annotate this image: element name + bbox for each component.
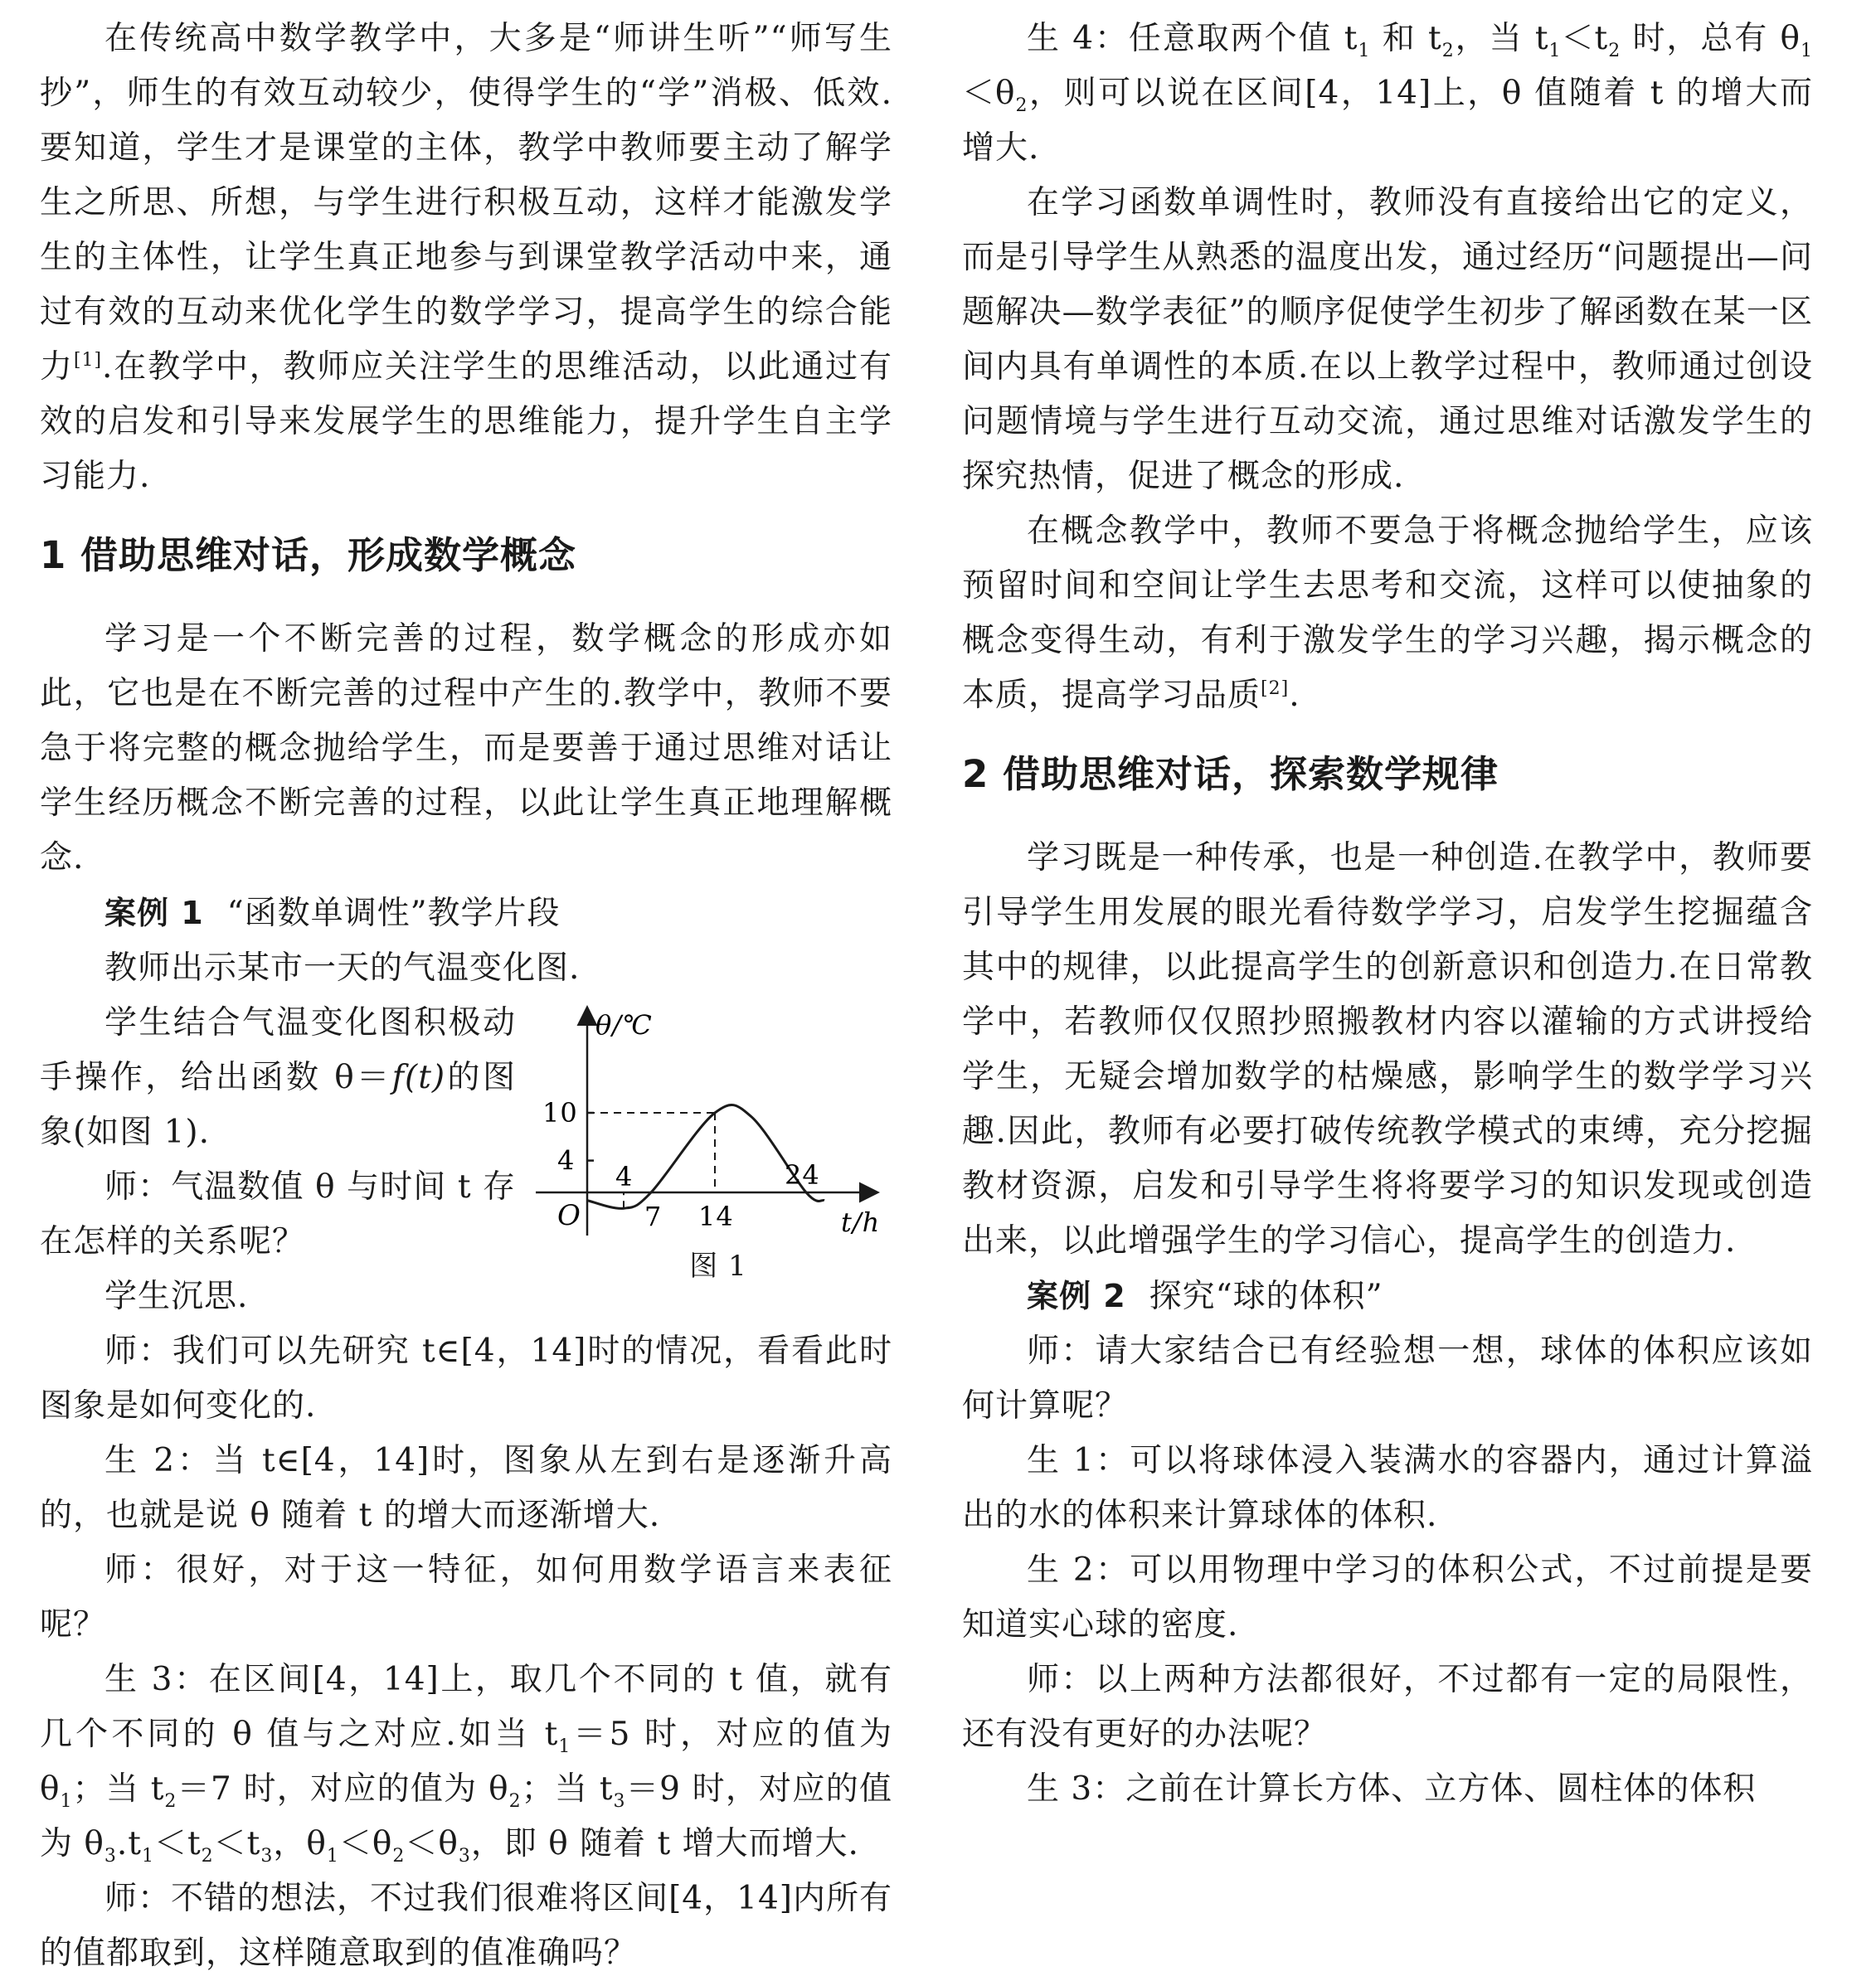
teacher-good-paragraph: 师：很好，对于这一特征，如何用数学语言来表征呢？ [40,1551,892,1644]
teacher-sphere-paragraph: 师：请大家结合已有经验想一想，球体的体积应该如何计算呢？ [962,1333,1813,1425]
origin-label: O [557,1199,581,1232]
x-tick-label-14: 14 [698,1201,734,1232]
student-3-previous-paragraph: 生 3：之前在计算长方体、立方体、圆柱体的体积 [1027,1770,1757,1808]
right-column [962,12,1813,1817]
teacher-better-paragraph: 师：以上两种方法都很好，不过都有一定的局限性，还有没有更好的办法呢？ [962,1661,1813,1753]
students-silent-paragraph: 学生沉思. [104,1278,249,1315]
temperature-chart [536,999,892,1248]
figure-caption: 图 1 [689,1250,747,1283]
y-axis-label: θ/℃ [595,1009,653,1041]
case-1-label: 案例 1 [104,895,204,931]
figure-1 [536,999,892,1289]
x-tick-label-7: 7 [644,1201,663,1232]
student-3-paragraph: 生 3：在区间[4，14]上，取几个不同的 t 值，就有几个不同的 θ 值与之对应.如当 $t_1=5$ 时，对应的值为 $\theta_1$；当 $t_2=7$ 时，对应的值为 $\theta_2$；当 $t_3=9$ 时，对应的值为 $\theta_3.t_1<t_2<t_3$，$\theta_1<\theta_2<\theta_3$，即 θ 随着 t 增大而增大. [40,1661,892,1867]
y-tick-label-10: 10 [542,1097,578,1129]
x-tick-label-24: 24 [785,1159,820,1191]
monotone-summary-paragraph: 在学习函数单调性时，教师没有直接给出它的定义，而是引导学生从熟悉的温度出发，通过经历“问题提出—问题解决—数学表征”的顺序促使学生初步了解函数在某一区间内具有单调性的本质.在以上教学过程中，教师通过创设问题情境与学生进行互动交流，通过思维对话激发学生的探究热情，促进了概念的形成. [962,184,1813,495]
learning-paragraph: 学习是一个不断完善的过程，数学概念的形成亦如此，它也是在不断完善的过程中产生的.教学中，教师不要急于将完整的概念抛给学生，而是要善于通过思维对话让学生经历概念不断完善的过程，以此让学生真正地理解概念. [40,620,892,876]
students-plot-paragraph: 学生结合气温变化图积极动手操作，给出函数 θ＝f(t)的图象(如图 1). [40,1004,516,1151]
student-2-paragraph: 生 2：当 t∈[4，14]时，图象从左到右是逐渐升高的，也就是说 θ 随着 t 的增大而逐渐增大. [40,1442,892,1534]
inherit-create-paragraph: 学习既是一种传承，也是一种创造.在教学中，教师要引导学生用发展的眼光看待数学学习，启发学生挖掘蕴含其中的规律，以此提高学生的创新意识和创造力.在日常教学中，若教师仅仅照抄照搬教材内容以灌输的方式讲授给学生，无疑会增加数学的枯燥感，影响学生的数学学习兴趣.因此，教师有必要打破传统教学模式的束缚，充分挖掘教材资源，启发和引导学生将将要学习的知识发现或创造出来，以此增强学生的学习信心，提高学生的创造力. [962,839,1813,1260]
teacher-shows-paragraph: 教师出示某市一天的气温变化图. [104,949,581,987]
case-1-header [40,886,892,941]
student-4-paragraph: 生 4：任意取两个值 $t_1$ 和 $t_2$，当 $t_1<t_2$ 时，总有 $\theta_1<\theta_2$，则可以说在区间[4，14]上，θ 值随着 t 的增大而增大. [962,20,1814,167]
y-tick-label-4: 4 [557,1144,576,1177]
student-2-density-paragraph: 生 2：可以用物理中学习的体积公式，不过前提是要知道实心球的密度. [962,1551,1813,1644]
case-2-label: 案例 2 [1027,1278,1126,1314]
student-1-water-paragraph: 生 1：可以将球体浸入装满水的容器内，通过计算溢出的水的体积来计算球体的体积. [962,1442,1813,1534]
concept-teaching-paragraph: 在概念教学中，教师不要急于将概念抛给学生，应该预留时间和空间让学生去思考和交流，这样可以使抽象的概念变得生动，有利于激发学生的学习兴趣，揭示概念的本质，提高学习品质[2]. [962,512,1813,714]
teacher-question-paragraph: 师：气温数值 θ 与时间 t 存在怎样的关系呢？ [40,1168,516,1260]
intro-paragraph: 在传统高中数学教学中，大多是“师讲生听”“师写生抄”，师生的有效互动较少，使得学生的“学”消极、低效.要知道，学生才是课堂的主体，教学中教师要主动了解学生之所思、所想，与学生进行积极互动，这样才能激发学生的主体性，让学生真正地参与到课堂教学活动中来，通过有效的互动来优化学生的数学学习，提高学生的综合能力[1].在教学中，教师应关注学生的思维活动，以此通过有效的启发和引导来发展学生的思维能力，提升学生自主学习能力. [40,20,892,495]
teacher-interval-paragraph: 师：我们可以先研究 t∈[4，14]时的情况，看看此时图象是如何变化的. [40,1333,892,1425]
case-2-title: 探究“球的体积” [1149,1278,1383,1315]
case-2-header [962,1269,1813,1324]
left-column [40,12,892,1981]
citation-2[interactable]: [2] [1261,678,1290,699]
x-tick-label-4: 4 [615,1161,634,1192]
x-axis-label: t/h [841,1207,881,1238]
case-1-title: “函数单调性”教学片段 [226,895,561,932]
teacher-nice-paragraph: 师：不错的想法，不过我们很难将区间[4，14]内所有的值都取到，这样随意取到的值准确吗？ [40,1880,892,1972]
section-1-heading: 1 借助思维对话，形成数学概念 [40,533,576,577]
section-2-heading: 2 借助思维对话，探索数学规律 [962,752,1499,796]
citation-1[interactable]: [1] [73,350,103,371]
